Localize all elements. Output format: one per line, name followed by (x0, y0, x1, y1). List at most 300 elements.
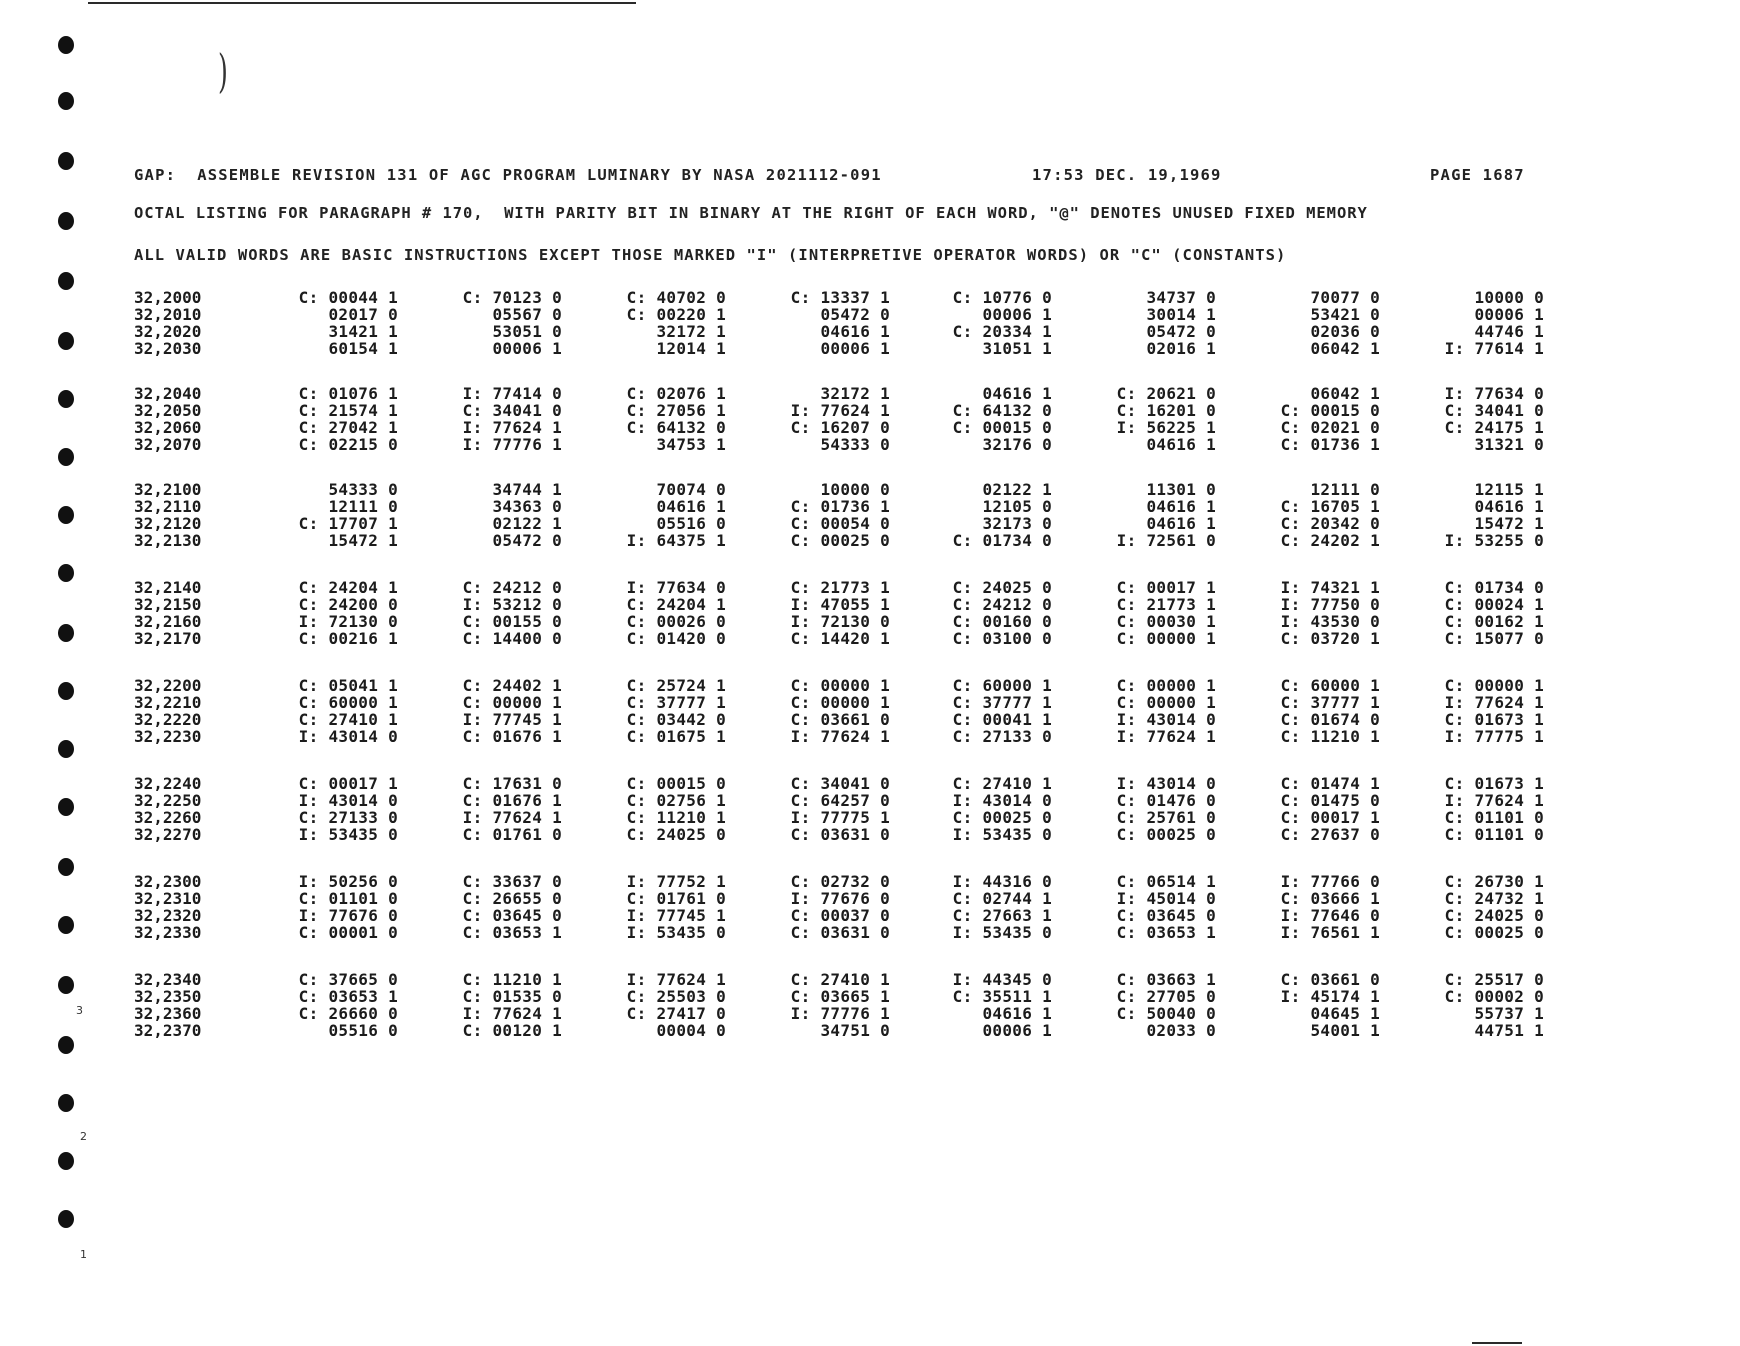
bottom-rule (1472, 1342, 1522, 1344)
octal-word: I: 72130 0 (790, 612, 890, 631)
listing-row (134, 906, 1554, 923)
octal-word: I: 77624 1 (626, 970, 726, 989)
listing-row (134, 514, 1554, 531)
octal-word: C: 03645 0 (1116, 906, 1216, 925)
octal-word: I: 77624 1 (1444, 791, 1544, 810)
listing-block (134, 578, 1554, 646)
octal-word: 02122 1 (982, 480, 1052, 499)
octal-word: I: 74321 1 (1280, 578, 1380, 597)
row-address: 32,2060 (134, 418, 202, 437)
octal-word: C: 00026 0 (626, 612, 726, 631)
row-address: 32,2320 (134, 906, 202, 925)
octal-word: 32172 1 (820, 384, 890, 403)
octal-word: 04616 1 (1146, 435, 1216, 454)
octal-word: C: 01736 1 (790, 497, 890, 516)
listing-row (134, 825, 1554, 842)
octal-word: 10000 0 (1474, 288, 1544, 307)
octal-word: C: 02021 0 (1280, 418, 1380, 437)
listing-row (134, 288, 1554, 305)
octal-word: C: 26655 0 (462, 889, 562, 908)
octal-word: C: 02744 1 (952, 889, 1052, 908)
punch-hole (58, 858, 74, 876)
octal-word: 05472 0 (1146, 322, 1216, 341)
octal-word: 05472 0 (820, 305, 890, 324)
listing-row (134, 497, 1554, 514)
listing-row (134, 435, 1554, 452)
listing-row (134, 531, 1554, 548)
octal-word: C: 00162 1 (1444, 612, 1544, 631)
row-address: 32,2020 (134, 322, 202, 341)
octal-word: 34744 1 (492, 480, 562, 499)
octal-word: 32172 1 (656, 322, 726, 341)
octal-word: C: 60000 1 (298, 693, 398, 712)
octal-word: 54333 0 (328, 480, 398, 499)
octal-word: C: 03645 0 (462, 906, 562, 925)
octal-word: I: 77766 0 (1280, 872, 1380, 891)
listing-row (134, 808, 1554, 825)
octal-word: C: 01474 1 (1280, 774, 1380, 793)
octal-word: C: 02076 1 (626, 384, 726, 403)
octal-word: 30014 1 (1146, 305, 1216, 324)
octal-word: 53421 0 (1310, 305, 1380, 324)
octal-word: C: 00220 1 (626, 305, 726, 324)
octal-word: C: 60000 1 (952, 676, 1052, 695)
header-listing-description: OCTAL LISTING FOR PARAGRAPH # 170, WITH PARITY BIT IN BINARY AT THE RIGHT OF EACH WORD, "@" DENOTES UNUSED FIXED MEMORY (134, 204, 1368, 222)
octal-word: C: 02732 0 (790, 872, 890, 891)
octal-word: C: 50040 0 (1116, 1004, 1216, 1023)
octal-word: I: 53435 0 (298, 825, 398, 844)
listing-row (134, 872, 1554, 889)
octal-word: C: 37777 1 (626, 693, 726, 712)
octal-word: I: 77624 1 (1116, 727, 1216, 746)
listing-row (134, 401, 1554, 418)
row-address: 32,2100 (134, 480, 202, 499)
octal-word: C: 24732 1 (1444, 889, 1544, 908)
row-address: 32,2110 (134, 497, 202, 516)
row-address: 32,2360 (134, 1004, 202, 1023)
listing-row (134, 693, 1554, 710)
octal-word: C: 03666 1 (1280, 889, 1380, 908)
octal-word: C: 00017 1 (298, 774, 398, 793)
octal-word: 04616 1 (1146, 514, 1216, 533)
octal-word: C: 02215 0 (298, 435, 398, 454)
octal-word: 00006 1 (982, 305, 1052, 324)
octal-word: I: 77745 1 (626, 906, 726, 925)
octal-word: C: 01761 0 (626, 889, 726, 908)
row-address: 32,2240 (134, 774, 202, 793)
octal-word: C: 01761 0 (462, 825, 562, 844)
octal-word: 00004 0 (656, 1021, 726, 1040)
octal-word: C: 03720 1 (1280, 629, 1380, 648)
octal-word: C: 00000 1 (1116, 693, 1216, 712)
octal-word: 04616 1 (1474, 497, 1544, 516)
octal-word: I: 77614 1 (1444, 339, 1544, 358)
octal-word: 06042 1 (1310, 384, 1380, 403)
octal-word: 70074 0 (656, 480, 726, 499)
row-address: 32,2170 (134, 629, 202, 648)
octal-word: C: 03653 1 (1116, 923, 1216, 942)
octal-word: C: 00017 1 (1280, 808, 1380, 827)
octal-word: C: 27417 0 (626, 1004, 726, 1023)
octal-word: C: 25724 1 (626, 676, 726, 695)
octal-word: 32173 0 (982, 514, 1052, 533)
punch-hole (58, 916, 74, 934)
punch-hole (58, 212, 74, 230)
octal-word: 44751 1 (1474, 1021, 1544, 1040)
row-address: 32,2130 (134, 531, 202, 550)
octal-word: C: 27042 1 (298, 418, 398, 437)
row-address: 32,2210 (134, 693, 202, 712)
punch-hole (58, 272, 74, 290)
octal-word: C: 00024 1 (1444, 595, 1544, 614)
octal-word: C: 35511 1 (952, 987, 1052, 1006)
octal-word: 02122 1 (492, 514, 562, 533)
octal-word: 44746 1 (1474, 322, 1544, 341)
octal-word: I: 77676 0 (298, 906, 398, 925)
row-address: 32,2070 (134, 435, 202, 454)
row-address: 32,2230 (134, 727, 202, 746)
octal-word: 12105 0 (982, 497, 1052, 516)
punch-hole (58, 798, 74, 816)
punch-hole (58, 152, 74, 170)
octal-word: C: 00000 1 (1444, 676, 1544, 695)
octal-word: C: 00000 1 (1116, 629, 1216, 648)
octal-word: I: 50256 0 (298, 872, 398, 891)
octal-word: C: 16201 0 (1116, 401, 1216, 420)
octal-word: I: 77750 0 (1280, 595, 1380, 614)
listing-block (134, 384, 1554, 452)
octal-word: C: 21574 1 (298, 401, 398, 420)
octal-word: C: 24212 0 (462, 578, 562, 597)
octal-word: C: 00030 1 (1116, 612, 1216, 631)
octal-word: C: 34041 0 (790, 774, 890, 793)
octal-word: I: 72561 0 (1116, 531, 1216, 550)
octal-word: 04616 1 (982, 1004, 1052, 1023)
listing-row (134, 480, 1554, 497)
octal-word: 12111 0 (328, 497, 398, 516)
octal-word: I: 53435 0 (952, 923, 1052, 942)
octal-word: I: 56225 1 (1116, 418, 1216, 437)
octal-word: C: 03653 1 (298, 987, 398, 1006)
punch-hole (58, 1210, 74, 1228)
row-address: 32,2140 (134, 578, 202, 597)
margin-mark: 3 (76, 1004, 83, 1017)
octal-word: C: 25517 0 (1444, 970, 1544, 989)
octal-word: C: 14420 1 (790, 629, 890, 648)
octal-word: I: 76561 1 (1280, 923, 1380, 942)
octal-word: C: 20621 0 (1116, 384, 1216, 403)
row-address: 32,2040 (134, 384, 202, 403)
row-address: 32,2340 (134, 970, 202, 989)
octal-word: I: 72130 0 (298, 612, 398, 631)
octal-word: C: 33637 0 (462, 872, 562, 891)
octal-word: 34363 0 (492, 497, 562, 516)
octal-word: I: 64375 1 (626, 531, 726, 550)
octal-word: C: 00025 0 (790, 531, 890, 550)
listing-row (134, 595, 1554, 612)
listing-block (134, 676, 1554, 744)
row-address: 32,2370 (134, 1021, 202, 1040)
octal-word: C: 01676 1 (462, 791, 562, 810)
octal-word: C: 00001 0 (298, 923, 398, 942)
row-address: 32,2010 (134, 305, 202, 324)
octal-word: 05516 0 (656, 514, 726, 533)
octal-word: C: 01475 0 (1280, 791, 1380, 810)
octal-word: 00006 1 (492, 339, 562, 358)
octal-word: C: 03661 0 (1280, 970, 1380, 989)
octal-word: I: 77624 1 (790, 727, 890, 746)
octal-word: C: 24025 0 (626, 825, 726, 844)
header-page-number: PAGE 1687 (1430, 166, 1525, 184)
octal-word: I: 77646 0 (1280, 906, 1380, 925)
octal-word: 00006 1 (820, 339, 890, 358)
octal-word: 60154 1 (328, 339, 398, 358)
octal-word: C: 00015 0 (626, 774, 726, 793)
octal-word: I: 77414 0 (462, 384, 562, 403)
listing-row (134, 418, 1554, 435)
octal-word: 54001 1 (1310, 1021, 1380, 1040)
octal-word: C: 00216 1 (298, 629, 398, 648)
octal-word: I: 77634 0 (1444, 384, 1544, 403)
listing-row (134, 1004, 1554, 1021)
octal-word: I: 43014 0 (298, 791, 398, 810)
punch-hole (58, 448, 74, 466)
punch-hole (58, 1094, 74, 1112)
octal-word: 31051 1 (982, 339, 1052, 358)
octal-word: C: 01101 0 (298, 889, 398, 908)
octal-word: I: 53435 0 (952, 825, 1052, 844)
octal-word: I: 44345 0 (952, 970, 1052, 989)
octal-word: C: 01673 1 (1444, 710, 1544, 729)
octal-word: I: 43014 0 (952, 791, 1052, 810)
listing-row (134, 1021, 1554, 1038)
octal-word: C: 17631 0 (462, 774, 562, 793)
octal-word: C: 37777 1 (1280, 693, 1380, 712)
listing-row (134, 987, 1554, 1004)
octal-word: 32176 0 (982, 435, 1052, 454)
octal-word: C: 00025 0 (1444, 923, 1544, 942)
octal-word: C: 01736 1 (1280, 435, 1380, 454)
octal-word: C: 00000 1 (790, 676, 890, 695)
octal-word: 31321 0 (1474, 435, 1544, 454)
octal-word: C: 27056 1 (626, 401, 726, 420)
octal-word: C: 00017 1 (1116, 578, 1216, 597)
octal-word: I: 45014 0 (1116, 889, 1216, 908)
listing-row (134, 923, 1554, 940)
octal-word: C: 00015 0 (952, 418, 1052, 437)
octal-word: C: 24204 1 (298, 578, 398, 597)
octal-word: C: 27637 0 (1280, 825, 1380, 844)
octal-word: C: 15077 0 (1444, 629, 1544, 648)
listing-row (134, 889, 1554, 906)
octal-word: I: 77775 1 (1444, 727, 1544, 746)
octal-word: C: 00044 1 (298, 288, 398, 307)
octal-word: 02016 1 (1146, 339, 1216, 358)
octal-word: C: 24200 0 (298, 595, 398, 614)
octal-word: C: 03631 0 (790, 825, 890, 844)
octal-word: I: 45174 1 (1280, 987, 1380, 1006)
header-timestamp: 17:53 DEC. 19,1969 (1032, 166, 1222, 184)
octal-word: C: 00000 1 (790, 693, 890, 712)
punch-hole (58, 564, 74, 582)
punch-hole (58, 92, 74, 110)
octal-word: C: 24212 0 (952, 595, 1052, 614)
octal-word: C: 24402 1 (462, 676, 562, 695)
octal-word: C: 24025 0 (1444, 906, 1544, 925)
octal-word: I: 43014 0 (1116, 710, 1216, 729)
octal-word: 04616 1 (656, 497, 726, 516)
octal-word: 10000 0 (820, 480, 890, 499)
listing-row (134, 305, 1554, 322)
octal-word: C: 21773 1 (790, 578, 890, 597)
octal-word: C: 03665 1 (790, 987, 890, 1006)
octal-word: C: 00037 0 (790, 906, 890, 925)
octal-word: C: 16207 0 (790, 418, 890, 437)
octal-word: C: 24202 1 (1280, 531, 1380, 550)
octal-word: C: 14400 0 (462, 629, 562, 648)
octal-word: C: 01734 0 (1444, 578, 1544, 597)
listing-row (134, 970, 1554, 987)
punch-hole (58, 1152, 74, 1170)
octal-word: C: 25503 0 (626, 987, 726, 1006)
pencil-mark: ) (218, 44, 228, 98)
margin-mark: 1 (80, 1248, 87, 1261)
listing-row (134, 676, 1554, 693)
octal-word: C: 20342 0 (1280, 514, 1380, 533)
octal-word: C: 05041 1 (298, 676, 398, 695)
listing-row (134, 710, 1554, 727)
octal-word: 34753 1 (656, 435, 726, 454)
row-address: 32,2050 (134, 401, 202, 420)
octal-word: C: 27410 1 (298, 710, 398, 729)
octal-word: C: 70123 0 (462, 288, 562, 307)
octal-word: 34737 0 (1146, 288, 1216, 307)
octal-word: 11301 0 (1146, 480, 1216, 499)
octal-word: 15472 1 (1474, 514, 1544, 533)
row-address: 32,2250 (134, 791, 202, 810)
octal-word: I: 77624 1 (1444, 693, 1544, 712)
octal-word: C: 03661 0 (790, 710, 890, 729)
octal-word: I: 53435 0 (626, 923, 726, 942)
octal-word: C: 00015 0 (1280, 401, 1380, 420)
octal-word: C: 27705 0 (1116, 987, 1216, 1006)
octal-word: 31421 1 (328, 322, 398, 341)
row-address: 32,2300 (134, 872, 202, 891)
octal-word: I: 44316 0 (952, 872, 1052, 891)
header-legend: ALL VALID WORDS ARE BASIC INSTRUCTIONS EXCEPT THOSE MARKED "I" (INTERPRETIVE OPERATOR WORDS) OR "C" (CONSTANTS) (134, 246, 1287, 264)
row-address: 32,2000 (134, 288, 202, 307)
octal-word: C: 17707 1 (298, 514, 398, 533)
octal-word: I: 77634 0 (626, 578, 726, 597)
listing-row (134, 322, 1554, 339)
octal-word: 34751 0 (820, 1021, 890, 1040)
octal-word: 05567 0 (492, 305, 562, 324)
listing-row (134, 629, 1554, 646)
octal-word: C: 00000 1 (1116, 676, 1216, 695)
octal-word: 02036 0 (1310, 322, 1380, 341)
listing-row (134, 578, 1554, 595)
octal-word: C: 26660 0 (298, 1004, 398, 1023)
octal-word: C: 03442 0 (626, 710, 726, 729)
listing-block (134, 872, 1554, 940)
row-address: 32,2350 (134, 987, 202, 1006)
octal-word: I: 53255 0 (1444, 531, 1544, 550)
octal-word: C: 27410 1 (952, 774, 1052, 793)
octal-word: 70077 0 (1310, 288, 1380, 307)
octal-word: C: 03100 0 (952, 629, 1052, 648)
octal-word: I: 77624 1 (462, 418, 562, 437)
row-address: 32,2160 (134, 612, 202, 631)
listing-row (134, 774, 1554, 791)
octal-word: C: 00000 1 (462, 693, 562, 712)
octal-word: C: 01101 0 (1444, 825, 1544, 844)
punch-hole (58, 36, 74, 54)
punch-hole (58, 390, 74, 408)
listing-block (134, 970, 1554, 1038)
octal-word: 04616 1 (982, 384, 1052, 403)
octal-word: 12014 1 (656, 339, 726, 358)
listing-block (134, 774, 1554, 842)
octal-word: 00006 1 (982, 1021, 1052, 1040)
octal-word: 53051 0 (492, 322, 562, 341)
octal-word: 05472 0 (492, 531, 562, 550)
octal-word: C: 01676 1 (462, 727, 562, 746)
octal-word: 55737 1 (1474, 1004, 1544, 1023)
octal-word: C: 01673 1 (1444, 774, 1544, 793)
octal-word: I: 77676 0 (790, 889, 890, 908)
margin-mark: 2 (80, 1130, 87, 1143)
octal-word: C: 60000 1 (1280, 676, 1380, 695)
octal-word: C: 64132 0 (952, 401, 1052, 420)
octal-word: C: 00160 0 (952, 612, 1052, 631)
octal-word: C: 37777 1 (952, 693, 1052, 712)
octal-word: 00006 1 (1474, 305, 1544, 324)
octal-word: C: 16705 1 (1280, 497, 1380, 516)
listing-row (134, 384, 1554, 401)
octal-word: I: 47055 1 (790, 595, 890, 614)
octal-word: C: 02756 1 (626, 791, 726, 810)
top-rule (88, 2, 636, 4)
row-address: 32,2270 (134, 825, 202, 844)
octal-word: C: 27663 1 (952, 906, 1052, 925)
octal-word: C: 24175 1 (1444, 418, 1544, 437)
octal-word: C: 03663 1 (1116, 970, 1216, 989)
octal-word: 04616 1 (820, 322, 890, 341)
octal-word: 54333 0 (820, 435, 890, 454)
listing-row (134, 727, 1554, 744)
octal-word: C: 27133 0 (298, 808, 398, 827)
listing-block (134, 480, 1554, 548)
octal-word: C: 00120 1 (462, 1021, 562, 1040)
punch-hole (58, 624, 74, 642)
row-address: 32,2030 (134, 339, 202, 358)
octal-word: C: 13337 1 (790, 288, 890, 307)
octal-word: 06042 1 (1310, 339, 1380, 358)
octal-word: I: 77624 1 (790, 401, 890, 420)
octal-word: C: 01101 0 (1444, 808, 1544, 827)
octal-word: 12111 0 (1310, 480, 1380, 499)
listing-row (134, 339, 1554, 356)
octal-word: C: 10776 0 (952, 288, 1052, 307)
octal-word: I: 77775 1 (790, 808, 890, 827)
octal-word: I: 43530 0 (1280, 612, 1380, 631)
listing-row (134, 612, 1554, 629)
octal-word: C: 26730 1 (1444, 872, 1544, 891)
punch-hole (58, 332, 74, 350)
octal-word: C: 37665 0 (298, 970, 398, 989)
octal-word: I: 77624 1 (462, 1004, 562, 1023)
octal-word: C: 64257 0 (790, 791, 890, 810)
